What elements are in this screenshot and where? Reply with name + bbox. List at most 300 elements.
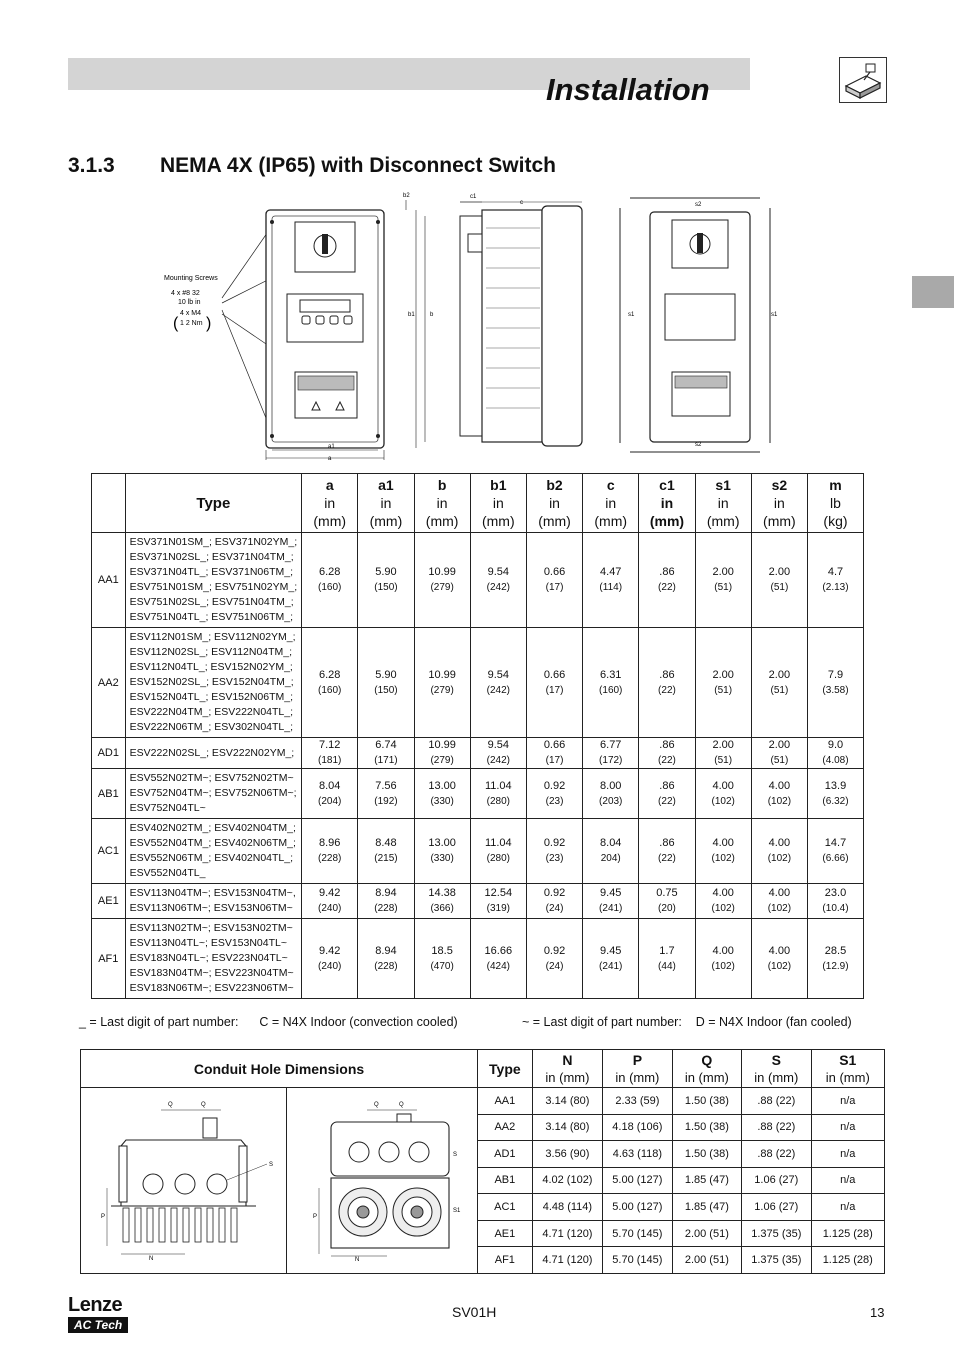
value-in: 23.0	[824, 887, 847, 899]
value-mm: (150)	[374, 582, 398, 593]
model-line: ESV371N01SM_; ESV371N02YM_;	[129, 536, 298, 548]
col-s: S in (mm)	[742, 1050, 811, 1088]
dimension-value	[358, 769, 414, 819]
dim-c1: c1	[470, 194, 477, 200]
model-line: ESV183N04TL~; ESV223N04TL~	[129, 952, 288, 964]
value-in: 18.5	[431, 944, 453, 957]
value-in: 2.00	[768, 566, 791, 578]
conduit-type: AF1	[478, 1247, 533, 1274]
conduit-n: 4.02 (102)	[532, 1167, 602, 1194]
value-in: 14.38	[428, 887, 456, 899]
dimension-value	[807, 884, 863, 919]
conduit-p: 2.33 (59)	[603, 1088, 672, 1115]
model-line: ESV113N06TM~; ESV153N06TM~	[129, 902, 293, 914]
col-p: P in (mm)	[603, 1050, 672, 1088]
value-in: 10.99	[428, 566, 456, 578]
dimension-value	[639, 884, 695, 919]
value-mm: (242)	[486, 684, 510, 696]
value-mm: (470)	[430, 960, 454, 972]
dimension-value	[583, 819, 639, 884]
screw-spec: 4 x #8 32	[171, 290, 200, 297]
dim-s2-bottom: s2	[695, 442, 702, 448]
value-in: .86	[659, 566, 675, 578]
model-line: ESV402N02TM_; ESV402N04TM_;	[129, 822, 296, 834]
value-mm: (241)	[599, 960, 623, 972]
value-mm: (228)	[318, 853, 342, 864]
value-in: 0.66	[543, 668, 566, 681]
value-in: 6.28	[319, 668, 341, 681]
conduit-type: AD1	[478, 1141, 533, 1168]
value-in: 7.56	[375, 779, 397, 792]
value-mm: (51)	[770, 684, 789, 696]
value-mm: (23)	[545, 853, 564, 864]
value-in: 9.54	[487, 566, 510, 578]
model-line: ESV751N02SL_; ESV751N04TM_;	[129, 596, 294, 608]
value-in: 8.00	[600, 779, 622, 792]
value-in: 14.7	[824, 837, 847, 849]
value-in: 4.00	[768, 944, 791, 957]
dimension-value	[302, 819, 358, 884]
value-in: 6.77	[600, 739, 622, 751]
dimension-value	[751, 769, 807, 819]
conduit-n: 4.48 (114)	[532, 1194, 602, 1221]
value-in: 7.12	[319, 739, 341, 751]
torque-nm: 1 2 Nm	[180, 320, 203, 327]
section-heading	[68, 154, 556, 178]
value-mm: (20)	[658, 903, 676, 914]
dimension-value	[583, 738, 639, 769]
dimension-table	[91, 473, 864, 999]
model-line: ESV371N02SL_; ESV371N04TM_;	[129, 551, 294, 563]
value-in: 2.00	[768, 668, 791, 681]
value-mm: (150)	[374, 684, 398, 696]
conduit-p: 5.70 (145)	[603, 1220, 672, 1247]
dimension-value	[526, 738, 582, 769]
conduit-s: 1.06 (27)	[742, 1167, 811, 1194]
value-mm: (51)	[714, 755, 733, 766]
dim-c: c	[520, 200, 523, 206]
value-mm: (17)	[545, 755, 564, 766]
group-code: AE1	[92, 884, 126, 919]
dimension-value	[695, 884, 751, 919]
col-s1: S1 in (mm)	[811, 1050, 884, 1088]
dim-a1: a1	[328, 444, 335, 450]
model-line: ESV113N02TM~; ESV153N02TM~	[129, 922, 293, 934]
value-mm: (160)	[599, 684, 623, 696]
model-line: ESV152N04TL_; ESV152N06TM_;	[129, 691, 294, 703]
model-line: ESV112N02SL_; ESV112N04TM_;	[129, 646, 293, 658]
conduit-n: 3.14 (80)	[532, 1088, 602, 1115]
model-line: ESV112N04TL_; ESV152N02YM_;	[129, 661, 293, 673]
dimension-value	[414, 738, 470, 769]
conduit-n: 3.56 (90)	[532, 1141, 602, 1168]
value-in: 11.04	[484, 837, 512, 849]
dimension-value	[470, 628, 526, 738]
model-line: ESV112N01SM_; ESV112N02YM_;	[129, 631, 296, 643]
dimension-row	[92, 919, 864, 999]
col-a1: a1 in (mm)	[358, 474, 414, 533]
model-list	[125, 884, 302, 919]
conduit-table	[80, 1049, 885, 1274]
conduit-q: 1.85 (47)	[672, 1194, 741, 1221]
dim-s1-right: s1	[771, 312, 778, 318]
svg-text:Q: Q	[399, 1102, 404, 1108]
dimension-row	[92, 533, 864, 628]
model-list	[125, 819, 302, 884]
dimension-value	[414, 819, 470, 884]
value-mm: (22)	[658, 684, 676, 696]
side-view	[460, 194, 582, 446]
dimension-table-header	[92, 474, 864, 533]
value-mm: (181)	[318, 755, 342, 766]
svg-text:(: (	[173, 315, 179, 332]
value-mm: (22)	[658, 795, 676, 807]
value-in: 5.90	[375, 566, 397, 578]
value-in: 4.47	[600, 566, 622, 578]
conduit-figure-large	[287, 1088, 478, 1274]
model-line: ESV552N04TL_	[129, 867, 206, 879]
value-in: 4.00	[768, 837, 791, 849]
conduit-q: 2.00 (51)	[672, 1220, 741, 1247]
dimension-value	[751, 919, 807, 999]
svg-text:Q: Q	[168, 1102, 173, 1108]
value-mm: (242)	[486, 755, 510, 766]
value-mm: (44)	[658, 960, 676, 972]
value-in: 13.9	[824, 779, 847, 792]
value-in: 8.94	[375, 887, 397, 899]
value-in: 9.42	[319, 944, 341, 957]
model-line: ESV113N04TL~; ESV153N04TL~	[129, 937, 288, 949]
dimension-value	[639, 628, 695, 738]
value-in: 4.00	[712, 944, 734, 957]
value-mm: (10.4)	[822, 903, 849, 914]
model-list	[125, 533, 302, 628]
dimension-value	[470, 819, 526, 884]
dimension-value	[695, 919, 751, 999]
value-mm: (102)	[711, 960, 735, 972]
conduit-p: 5.70 (145)	[603, 1247, 672, 1274]
svg-text:Q: Q	[201, 1102, 206, 1108]
value-in: 2.00	[712, 739, 734, 751]
value-in: 28.5	[824, 944, 847, 957]
model-line: ESV752N04TL~	[129, 802, 206, 814]
value-mm: (17)	[545, 684, 564, 696]
value-in: 9.54	[487, 668, 510, 681]
model-line: ESV552N04TM_; ESV402N06TM_;	[129, 837, 296, 849]
value-in: .86	[659, 668, 675, 681]
conduit-p: 4.63 (118)	[603, 1141, 672, 1168]
value-in: 9.42	[319, 887, 341, 899]
value-mm: (102)	[767, 853, 792, 864]
value-in: 11.04	[484, 779, 512, 792]
value-mm: (215)	[374, 853, 398, 864]
install-icon	[839, 57, 887, 103]
conduit-title: Conduit Hole Dimensions	[81, 1050, 478, 1088]
conduit-row	[81, 1088, 885, 1115]
value-mm: (102)	[711, 795, 735, 807]
value-mm: (102)	[711, 903, 735, 914]
value-mm: (102)	[767, 795, 792, 807]
dimension-value	[751, 819, 807, 884]
value-in: 4.00	[712, 887, 734, 899]
dimension-value	[639, 769, 695, 819]
value-mm: (24)	[545, 903, 564, 914]
dimension-value	[807, 919, 863, 999]
svg-text:N: N	[355, 1257, 360, 1263]
value-mm: (51)	[714, 684, 733, 696]
value-in: .86	[659, 779, 675, 792]
conduit-s1: n/a	[811, 1088, 884, 1115]
value-in: 8.94	[375, 944, 397, 957]
dimension-value	[639, 919, 695, 999]
value-mm: (3.58)	[822, 684, 849, 696]
dimension-value	[583, 769, 639, 819]
value-in: 4.7	[827, 566, 844, 578]
model-line: ESV751N04TL_; ESV751N06TM_;	[129, 611, 294, 623]
dimension-value	[526, 628, 582, 738]
conduit-s1: 1.125 (28)	[811, 1220, 884, 1247]
value-mm: (241)	[599, 903, 623, 914]
value-mm: (319)	[486, 903, 510, 914]
logo-brand: Lenze	[68, 1294, 123, 1316]
value-mm: (240)	[318, 903, 342, 914]
dimension-value	[302, 769, 358, 819]
value-in: .86	[659, 837, 675, 849]
model-line: ESV222N04TM_; ESV222N04TL_;	[129, 706, 294, 718]
value-in: 2.00	[712, 566, 734, 578]
dimension-value	[414, 533, 470, 628]
dimension-value	[526, 884, 582, 919]
value-in: 0.75	[656, 887, 678, 899]
dimension-row	[92, 884, 864, 919]
model-line: ESV751N01SM_; ESV751N02YM_;	[129, 581, 298, 593]
dimension-row	[92, 819, 864, 884]
group-code: AC1	[92, 819, 126, 884]
value-mm: (114)	[599, 582, 623, 593]
value-in: 9.0	[827, 739, 844, 751]
value-in: 6.74	[375, 739, 397, 751]
dimension-value	[695, 819, 751, 884]
col-b1: b1 in (mm)	[470, 474, 526, 533]
conduit-q: 1.50 (38)	[672, 1114, 741, 1141]
value-mm: (192)	[374, 795, 398, 807]
dimension-value	[358, 919, 414, 999]
value-in: 0.66	[543, 566, 566, 578]
group-code: AF1	[92, 919, 126, 999]
value-mm: (22)	[658, 853, 676, 864]
value-in: 2.00	[768, 739, 791, 751]
value-in: 8.96	[319, 837, 341, 849]
dimension-value	[526, 919, 582, 999]
value-mm: (160)	[318, 582, 342, 593]
conduit-type: AC1	[478, 1194, 533, 1221]
group-code: AA2	[92, 628, 126, 738]
dimension-value	[751, 628, 807, 738]
value-mm: (279)	[430, 684, 454, 696]
value-mm: (240)	[318, 960, 342, 972]
dimension-value	[470, 769, 526, 819]
conduit-type-header: Type	[478, 1050, 533, 1088]
col-c: c in (mm)	[583, 474, 639, 533]
conduit-s1: n/a	[811, 1114, 884, 1141]
legend-tilde: ~ = Last digit of part number: D = N4X Indoor (fan cooled)	[522, 1015, 852, 1029]
front-view	[266, 193, 434, 462]
value-mm: (228)	[374, 903, 398, 914]
model-line: ESV222N06TM_; ESV302N04TL_;	[129, 721, 294, 733]
legend-underscore: _ = Last digit of part number: C = N4X Indoor (convection cooled)	[79, 1015, 458, 1029]
dimension-value	[583, 628, 639, 738]
model-line: ESV552N02TM~; ESV752N02TM~	[129, 772, 294, 784]
col-b2: b2 in (mm)	[526, 474, 582, 533]
conduit-figure-small	[81, 1088, 287, 1274]
dimension-value	[583, 919, 639, 999]
value-mm: (102)	[767, 960, 792, 972]
model-list	[125, 769, 302, 819]
dimension-value	[526, 533, 582, 628]
value-in: 0.92	[543, 779, 566, 792]
conduit-s: .88 (22)	[742, 1114, 811, 1141]
torque-in: 10 lb in	[178, 299, 201, 306]
conduit-s1: n/a	[811, 1167, 884, 1194]
svg-text:P: P	[313, 1214, 318, 1220]
value-in: .86	[659, 739, 675, 751]
dimension-value	[751, 533, 807, 628]
dimension-value	[807, 628, 863, 738]
svg-text:P: P	[101, 1214, 106, 1220]
model-line: ESV371N04TL_; ESV371N06TM_;	[129, 566, 294, 578]
svg-text:Q: Q	[374, 1102, 379, 1108]
value-mm: (160)	[318, 684, 342, 696]
chapter-tab	[912, 276, 954, 308]
dimension-value	[414, 769, 470, 819]
group-code: AA1	[92, 533, 126, 628]
section-title: NEMA 4X (IP65) with Disconnect Switch	[160, 154, 556, 177]
dimension-value	[526, 819, 582, 884]
value-mm: (23)	[545, 795, 564, 807]
value-in: 13.00	[428, 779, 456, 792]
model-line: ESV152N02SL_; ESV152N04TM_;	[129, 676, 294, 688]
value-in: 0.66	[543, 739, 566, 751]
group-code: AD1	[92, 738, 126, 769]
col-c1: c1 in (mm)	[639, 474, 695, 533]
dim-b: b	[430, 312, 434, 318]
dimension-value	[358, 533, 414, 628]
value-in: 4.00	[768, 779, 791, 792]
value-in: 8.04	[600, 837, 622, 849]
dimension-value	[302, 533, 358, 628]
dimension-value	[639, 738, 695, 769]
dimension-value	[639, 819, 695, 884]
model-line: ESV752N04TM~; ESV752N06TM~;	[129, 787, 297, 799]
dim-a: a	[328, 456, 332, 462]
value-in: 0.92	[543, 837, 566, 849]
conduit-n: 4.71 (120)	[532, 1220, 602, 1247]
dimension-drawing	[160, 188, 800, 468]
value-mm: (366)	[430, 903, 454, 914]
svg-text:N: N	[149, 1256, 154, 1262]
svg-text:): )	[206, 315, 212, 332]
value-mm: (242)	[486, 582, 510, 593]
value-mm: (172)	[599, 755, 623, 766]
value-mm: (22)	[658, 755, 676, 766]
dimension-value	[695, 769, 751, 819]
value-in: 9.45	[600, 944, 622, 957]
value-mm: (330)	[430, 853, 454, 864]
value-mm: (280)	[486, 853, 510, 864]
value-mm: (51)	[714, 582, 733, 593]
dim-s1-left: s1	[628, 312, 635, 318]
dimension-value	[807, 769, 863, 819]
dimension-value	[695, 628, 751, 738]
page-number: 13	[870, 1305, 885, 1320]
value-mm: (279)	[430, 582, 454, 593]
value-mm: (424)	[486, 960, 510, 972]
value-in: 6.31	[600, 668, 622, 681]
value-mm: (22)	[658, 582, 676, 593]
value-mm: (102)	[767, 903, 792, 914]
page-title: Installation	[546, 72, 710, 107]
value-in: 4.00	[712, 779, 734, 792]
model-line: ESV183N04TM~; ESV223N04TM~	[129, 967, 294, 979]
conduit-n: 4.71 (120)	[532, 1247, 602, 1274]
value-in: 7.9	[827, 668, 844, 681]
value-mm: (2.13)	[822, 582, 849, 593]
conduit-type: AA2	[478, 1114, 533, 1141]
value-in: 9.54	[487, 739, 510, 751]
value-mm: (228)	[374, 960, 398, 972]
dimension-value	[302, 884, 358, 919]
logo-sub: AC Tech	[68, 1317, 128, 1333]
dimension-row	[92, 769, 864, 819]
model-list	[125, 738, 302, 769]
conduit-q: 2.00 (51)	[672, 1247, 741, 1274]
dimension-value	[526, 769, 582, 819]
model-line: ESV183N06TM~; ESV223N06TM~	[129, 982, 294, 994]
conduit-q: 1.50 (38)	[672, 1088, 741, 1115]
dimension-row	[92, 628, 864, 738]
value-mm: (4.08)	[822, 755, 849, 766]
dimension-value	[470, 533, 526, 628]
value-mm: (51)	[770, 582, 789, 593]
conduit-type: AA1	[478, 1088, 533, 1115]
svg-text:S: S	[269, 1162, 274, 1168]
dimension-value	[470, 919, 526, 999]
dimension-value	[358, 819, 414, 884]
dimension-value	[695, 533, 751, 628]
dim-s2-top: s2	[695, 202, 702, 208]
value-in: 10.99	[428, 739, 456, 751]
dim-b1: b1	[408, 312, 415, 318]
value-in: 10.99	[428, 668, 456, 681]
conduit-q: 1.85 (47)	[672, 1167, 741, 1194]
col-s1: s1 in (mm)	[695, 474, 751, 533]
value-in: 4.00	[712, 837, 734, 849]
col-a: a in (mm)	[302, 474, 358, 533]
conduit-type: AB1	[478, 1167, 533, 1194]
svg-text:S1: S1	[453, 1208, 461, 1214]
conduit-s: 1.375 (35)	[742, 1247, 811, 1274]
conduit-s: .88 (22)	[742, 1088, 811, 1115]
value-in: 5.90	[375, 668, 397, 681]
clearance-view	[620, 198, 778, 452]
value-in: 2.00	[712, 668, 734, 681]
conduit-s: .88 (22)	[742, 1141, 811, 1168]
lenze-logo	[68, 1295, 128, 1334]
value-in: 16.66	[484, 944, 513, 957]
value-in: 0.92	[543, 887, 566, 899]
value-in: 0.92	[543, 944, 566, 957]
model-list	[125, 919, 302, 999]
